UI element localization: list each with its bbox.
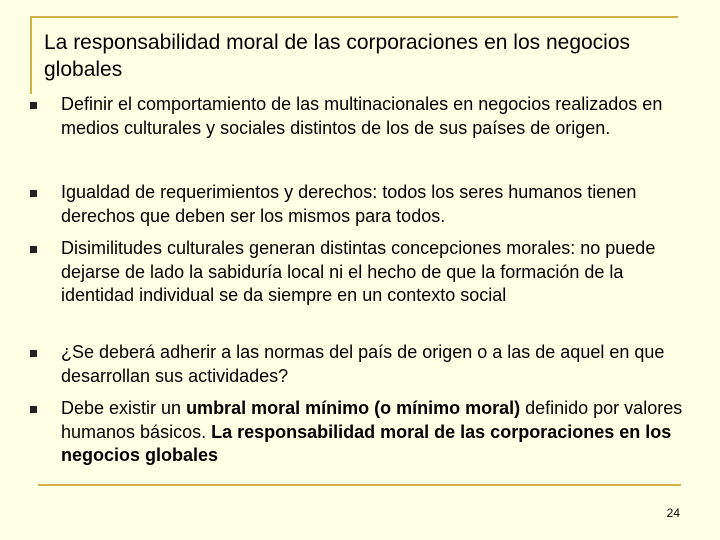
bullet-item xyxy=(30,237,690,308)
bullet-text-part: Debe existir un xyxy=(61,398,187,418)
title-rule-left xyxy=(30,16,32,94)
bullet-text: ¿Se deberá adherir a las normas del país de origen o a las de aquel en que desarrollan sus actividades? xyxy=(61,342,665,386)
bullet-text: Disimilitudes culturales generan distintas concepciones morales: no puede dejarse de lado la sabiduría local ni el hecho de que la formación de la identidad individual se da siempre en un contexto social xyxy=(61,238,656,305)
bullet-square-icon xyxy=(30,102,37,109)
bullet-square-icon xyxy=(30,406,37,413)
bullet-text-part: definido por valores humanos básicos. xyxy=(61,398,683,442)
bold-conclusion: La responsabilidad moral de las corporaciones en los negocios globales xyxy=(61,421,672,465)
bottom-rule xyxy=(38,484,681,486)
bullet-text: Definir el comportamiento de las multinacionales en negocios realizados en medios culturales y sociales distintos de los de sus países de origen. xyxy=(61,94,663,138)
page-number: 24 xyxy=(666,506,680,520)
title-rule-top xyxy=(30,16,678,18)
bullet-square-icon xyxy=(30,350,37,357)
bullet-item xyxy=(30,93,690,140)
slide-title: La responsabilidad moral de las corporaciones en los negocios globales xyxy=(44,31,631,81)
bullet-text: Igualdad de requerimientos y derechos: todos los seres humanos tienen derechos que deben ser los mismos para todos. xyxy=(61,182,637,226)
bullet-text xyxy=(61,397,691,468)
bullet-item xyxy=(30,181,690,228)
bullet-item xyxy=(30,341,690,388)
bold-term: umbral moral mínimo (o mínimo moral) xyxy=(186,398,521,418)
bullet-square-icon xyxy=(30,246,37,253)
bullet-item xyxy=(30,397,690,468)
bullet-square-icon xyxy=(30,190,37,197)
